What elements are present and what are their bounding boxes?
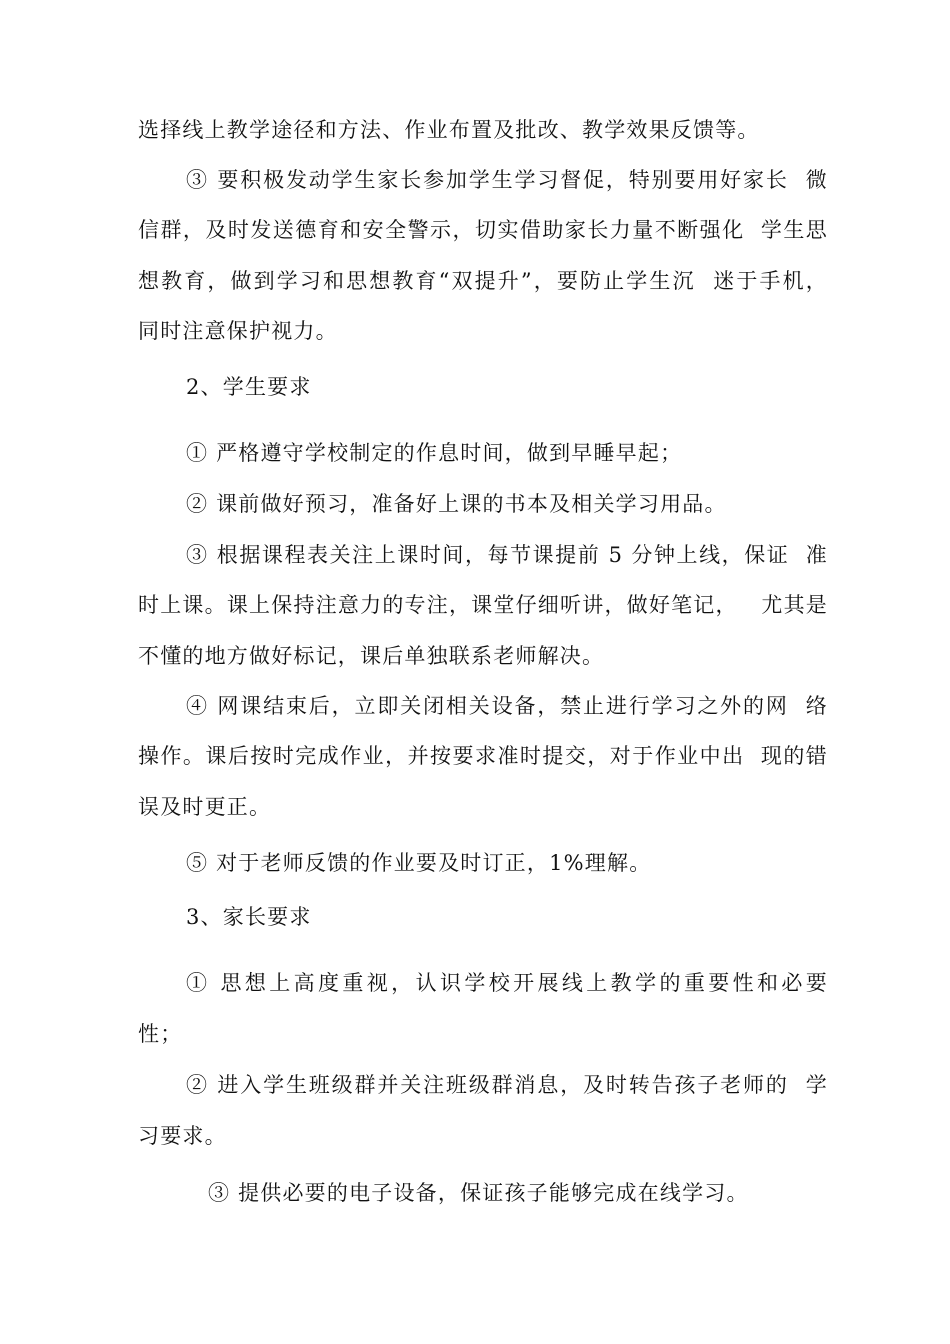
text-line: 选择线上教学途径和方法、作业布置及批改、教学效果反馈等。 bbox=[138, 118, 760, 142]
text-line: ③ 根据课程表关注上课时间，每节课提前 5 分钟上线，保证 准 bbox=[186, 543, 828, 567]
text-line: ① 严格遵守学校制定的作息时间，做到早睡早起； bbox=[186, 441, 683, 465]
text-line: 误及时更正。 bbox=[138, 795, 272, 819]
text-line: ⑤ 对于老师反馈的作业要及时订正，1%理解。 bbox=[186, 851, 652, 875]
text-line: 信群，及时发送德育和安全警示，切实借助家长力量不断强化 学生思 bbox=[138, 218, 828, 242]
text-line: 不懂的地方做好标记，课后单独联系老师解决。 bbox=[138, 644, 605, 668]
text-line: ④ 网课结束后，立即关闭相关设备，禁止进行学习之外的网 络 bbox=[186, 694, 828, 718]
text-line: 时上课。课上保持注意力的专注，课堂仔细听讲，做好笔记， 尤其是 bbox=[138, 593, 828, 617]
text-line: 想教育，做到学习和思想教育“双提升”，要防止学生沉 迷于手机， bbox=[138, 269, 828, 293]
section-heading: 2、学生要求 bbox=[186, 375, 312, 399]
text-line: 同时注意保护视力。 bbox=[138, 319, 338, 343]
text-line: ② 进入学生班级群并关注班级群消息，及时转告孩子老师的 学 bbox=[186, 1073, 828, 1097]
text-line: 习要求。 bbox=[138, 1124, 227, 1148]
text-line: ② 课前做好预习，准备好上课的书本及相关学习用品。 bbox=[186, 492, 727, 516]
text-line: 操作。课后按时完成作业，并按要求准时提交，对于作业中出 现的错 bbox=[138, 744, 828, 768]
text-line: ③ 要积极发动学生家长参加学生学习督促，特别要用好家长 微 bbox=[186, 168, 828, 192]
text-line: 性； bbox=[138, 1022, 183, 1046]
section-heading: 3、家长要求 bbox=[186, 905, 312, 929]
text-line: ① 思想上高度重视，认识学校开展线上教学的重要性和必要 bbox=[186, 971, 828, 995]
text-line: ③ 提供必要的电子设备，保证孩子能够完成在线学习。 bbox=[208, 1181, 749, 1205]
